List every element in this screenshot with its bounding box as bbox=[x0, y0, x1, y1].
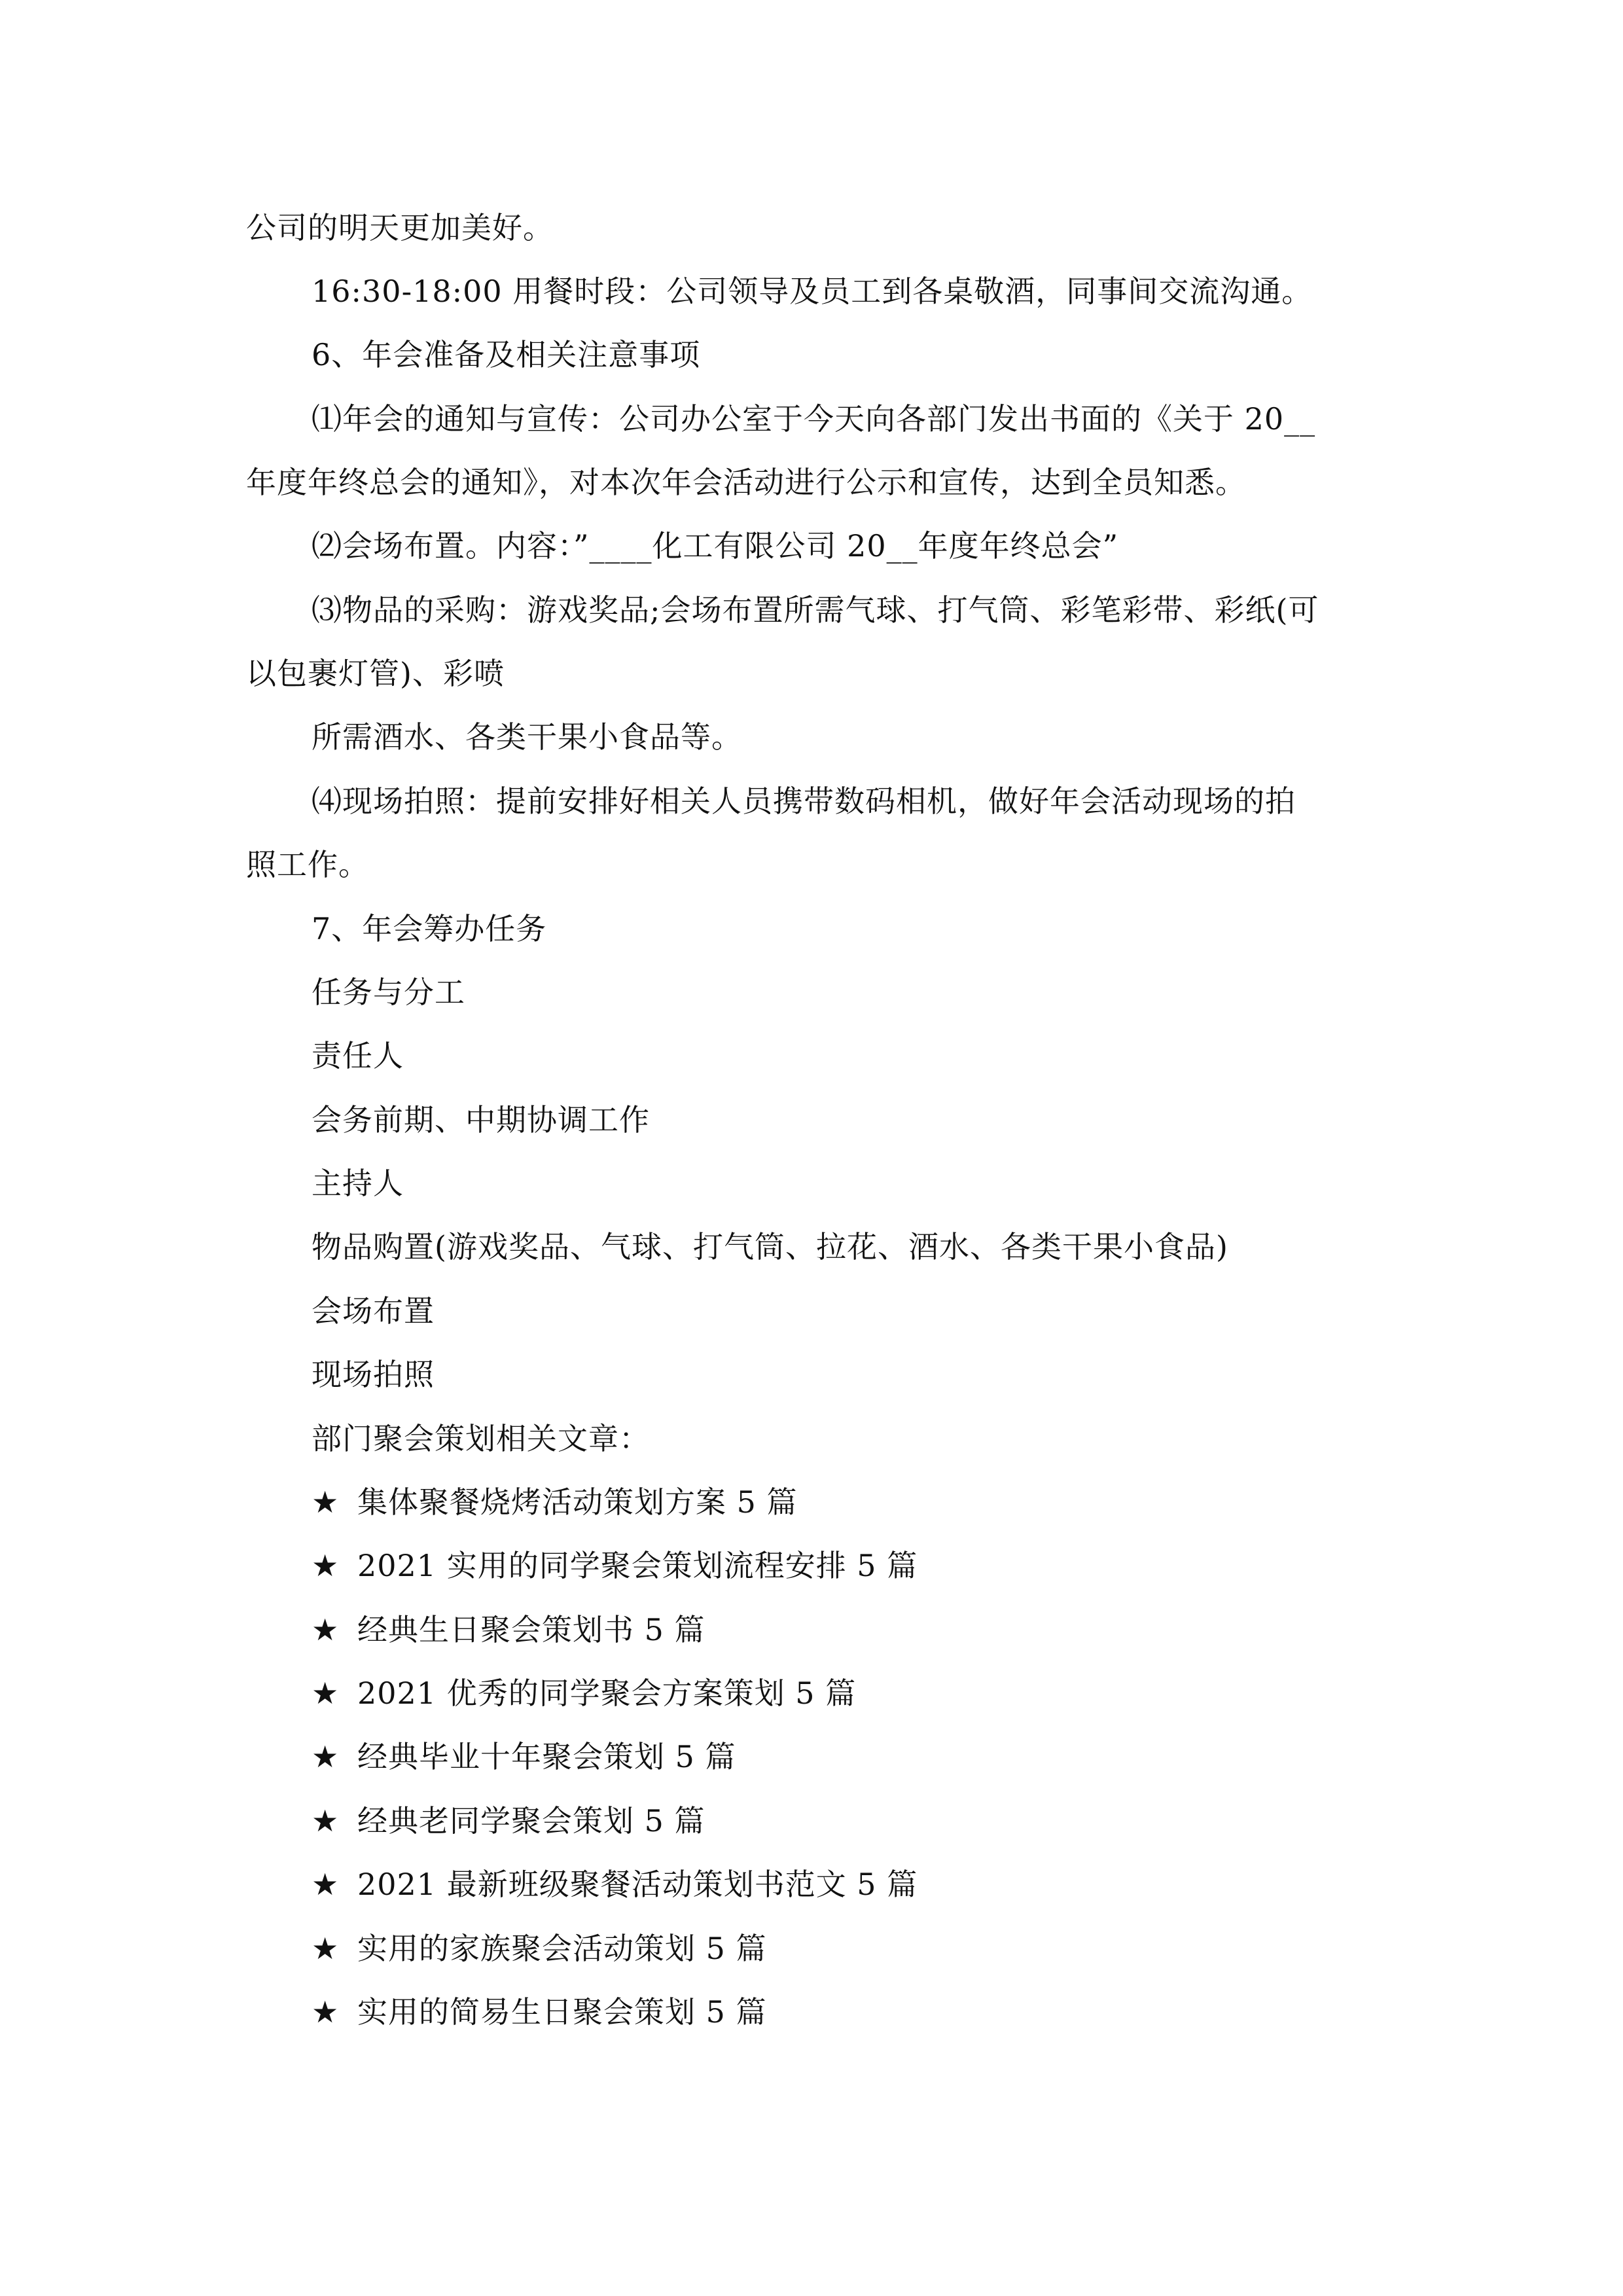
body-text-line: 主持人 bbox=[312, 1166, 404, 1201]
body-text-line: 16:30-18:00 用餐时段：公司领导及员工到各桌敬酒，同事间交流沟通。 bbox=[312, 274, 1313, 309]
body-text-line: 照工作。 bbox=[246, 847, 369, 882]
related-article-link[interactable] bbox=[312, 1737, 736, 1776]
star-icon: ★ bbox=[312, 1803, 340, 1839]
section-heading: 6、年会准备及相关注意事项 bbox=[312, 337, 701, 372]
star-icon: ★ bbox=[312, 1484, 340, 1520]
related-article-link[interactable] bbox=[312, 1992, 767, 2032]
star-icon: ★ bbox=[312, 1867, 340, 1902]
star-icon: ★ bbox=[312, 1612, 340, 1647]
related-article-link[interactable] bbox=[312, 1610, 705, 1649]
related-article-title: 2021 优秀的同学聚会方案策划 5 篇 bbox=[357, 1676, 857, 1711]
star-icon: ★ bbox=[312, 1739, 340, 1774]
body-text-line: 会场布置 bbox=[312, 1293, 435, 1329]
related-article-link[interactable] bbox=[312, 1482, 798, 1522]
body-text-line: 所需酒水、各类干果小食品等。 bbox=[312, 719, 742, 755]
related-articles-heading: 部门聚会策划相关文章： bbox=[312, 1421, 650, 1456]
related-article-title: 2021 实用的同学聚会策划流程安排 5 篇 bbox=[357, 1548, 918, 1583]
star-icon: ★ bbox=[312, 1548, 340, 1583]
body-text-line: ⑵会场布置。内容：”____化工有限公司 20__年度年终总会” bbox=[312, 528, 1119, 564]
body-text-line: ⑴年会的通知与宣传：公司办公室于今天向各部门发出书面的《关于 20__ bbox=[312, 401, 1316, 437]
body-text-line: 以包裹灯管)、彩喷 bbox=[246, 656, 505, 691]
body-text-line: ⑷现场拍照：提前安排好相关人员携带数码相机，做好年会活动现场的拍 bbox=[312, 783, 1296, 819]
body-text-line: 责任人 bbox=[312, 1038, 404, 1073]
body-text-line: 年度年终总会的通知》，对本次年会活动进行公示和宣传，达到全员知悉。 bbox=[246, 465, 1246, 500]
star-icon: ★ bbox=[312, 1994, 340, 2030]
related-article-title: 集体聚餐烧烤活动策划方案 5 篇 bbox=[357, 1484, 798, 1520]
related-article-link[interactable] bbox=[312, 1865, 918, 1904]
related-article-title: 实用的简易生日聚会策划 5 篇 bbox=[357, 1994, 767, 2030]
related-article-title: 经典毕业十年聚会策划 5 篇 bbox=[357, 1739, 736, 1774]
body-text-line: 会务前期、中期协调工作 bbox=[312, 1102, 650, 1138]
body-text-line: 公司的明天更加美好。 bbox=[246, 210, 554, 245]
body-text-line: 物品购置(游戏奖品、气球、打气筒、拉花、酒水、各类干果小食品) bbox=[312, 1229, 1228, 1265]
body-text-line: 任务与分工 bbox=[312, 975, 465, 1010]
related-article-title: 经典老同学聚会策划 5 篇 bbox=[357, 1803, 705, 1839]
related-article-link[interactable] bbox=[312, 1546, 918, 1585]
related-article-title: 经典生日聚会策划书 5 篇 bbox=[357, 1612, 705, 1647]
star-icon: ★ bbox=[312, 1931, 340, 1966]
related-article-title: 实用的家族聚会活动策划 5 篇 bbox=[357, 1931, 767, 1966]
section-heading: 7、年会筹办任务 bbox=[312, 911, 547, 946]
body-text-line: 现场拍照 bbox=[312, 1357, 435, 1392]
related-article-link[interactable] bbox=[312, 1929, 767, 1968]
related-article-link[interactable] bbox=[312, 1674, 856, 1713]
body-text-line: ⑶物品的采购：游戏奖品;会场布置所需气球、打气筒、彩笔彩带、彩纸(可 bbox=[312, 592, 1319, 628]
related-article-title: 2021 最新班级聚餐活动策划书范文 5 篇 bbox=[357, 1867, 918, 1902]
star-icon: ★ bbox=[312, 1676, 340, 1711]
related-article-link[interactable] bbox=[312, 1801, 705, 1840]
